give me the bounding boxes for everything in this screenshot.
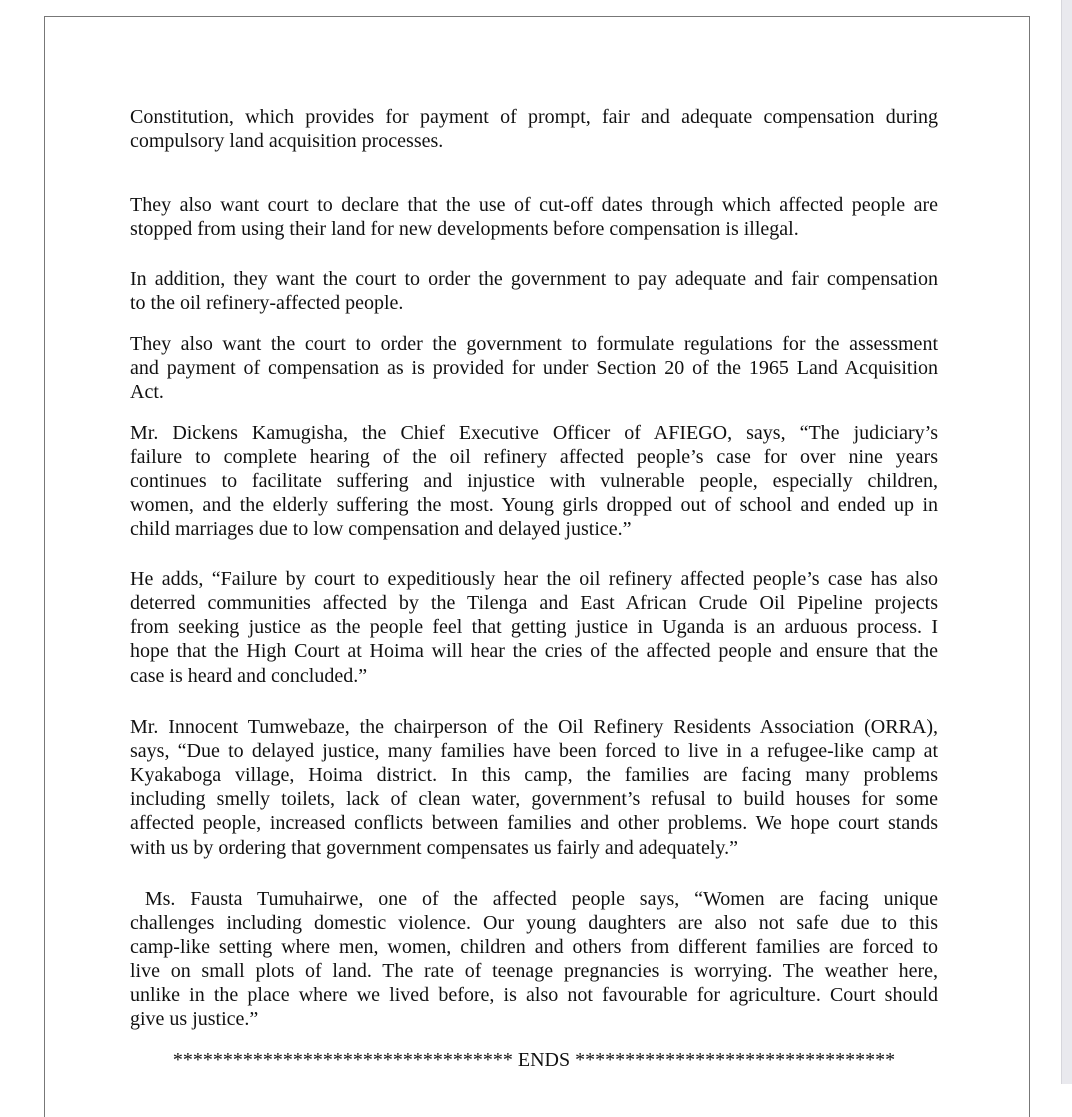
paragraph-line: including smelly toilets, lack of clean water, government’s refusal to build houses for some <box>130 788 938 810</box>
paragraph-line: Constitution, which provides for payment of prompt, fair and adequate compensation during <box>130 106 938 128</box>
paragraph-line: compulsory land acquisition processes. <box>130 130 444 152</box>
paragraph-line: live on small plots of land. The rate of teenage pregnancies is worrying. The weather here, <box>130 960 938 982</box>
paragraph-line: and payment of compensation as is provided for under Section 20 of the 1965 Land Acquisition <box>130 357 938 379</box>
paragraph-line: Mr. Dickens Kamugisha, the Chief Executive Officer of AFIEGO, says, “The judiciary’s <box>130 422 938 444</box>
paragraph-line: failure to complete hearing of the oil refinery affected people’s case for over nine years <box>130 446 938 468</box>
paragraph-line: continues to facilitate suffering and injustice with vulnerable people, especially children, <box>130 470 938 492</box>
paragraph-line: challenges including domestic violence. Our young daughters are also not safe due to this <box>130 912 938 934</box>
paragraph-line: affected people, increased conflicts between families and other problems. We hope court stands <box>130 812 938 834</box>
paragraph-line: to the oil refinery-affected people. <box>130 292 404 314</box>
paragraph-line: says, “Due to delayed justice, many families have been forced to live in a refugee-like camp at <box>130 740 938 762</box>
paragraph-line: unlike in the place where we lived before, is also not favourable for agriculture. Court should <box>130 984 938 1006</box>
paragraph-line: women, and the elderly suffering the most. Young girls dropped out of school and ended up in <box>130 494 938 516</box>
paragraph-line: with us by ordering that government compensates us fairly and adequately.” <box>130 837 738 859</box>
paragraph-line: give us justice.” <box>130 1008 259 1030</box>
paragraph-line: case is heard and concluded.” <box>130 665 368 687</box>
paragraph-line: He adds, “Failure by court to expeditiously hear the oil refinery affected people’s case has also <box>130 568 938 590</box>
paragraph-line: hope that the High Court at Hoima will hear the cries of the affected people and ensure that the <box>130 640 938 662</box>
paragraph-line: deterred communities affected by the Tilenga and East African Crude Oil Pipeline projects <box>130 592 938 614</box>
paragraph-line: Ms. Fausta Tumuhairwe, one of the affected people says, “Women are facing unique <box>130 888 938 910</box>
paragraph-line: Act. <box>130 381 164 403</box>
paragraph-line: camp-like setting where men, women, children and others from different families are forced to <box>130 936 938 958</box>
scrollbar[interactable] <box>1061 0 1072 1084</box>
paragraph-line: They also want court to declare that the use of cut-off dates through which affected people are <box>130 194 938 216</box>
paragraph-line: from seeking justice as the people feel that getting justice in Uganda is an arduous process. I <box>130 616 938 638</box>
paragraph-line: child marriages due to low compensation and delayed justice.” <box>130 518 632 540</box>
paragraph-line: They also want the court to order the government to formulate regulations for the assessment <box>130 333 938 355</box>
paragraph-line: Mr. Innocent Tumwebaze, the chairperson of the Oil Refinery Residents Association (ORRA), <box>130 716 938 738</box>
paragraph-line: In addition, they want the court to order the government to pay adequate and fair compensation <box>130 268 938 290</box>
ends-marker: ********************************** ENDS ******************************** <box>172 1049 896 1071</box>
paragraph-line: Kyakaboga village, Hoima district. In this camp, the families are facing many problems <box>130 764 938 786</box>
paragraph-line: stopped from using their land for new developments before compensation is illegal. <box>130 218 799 240</box>
